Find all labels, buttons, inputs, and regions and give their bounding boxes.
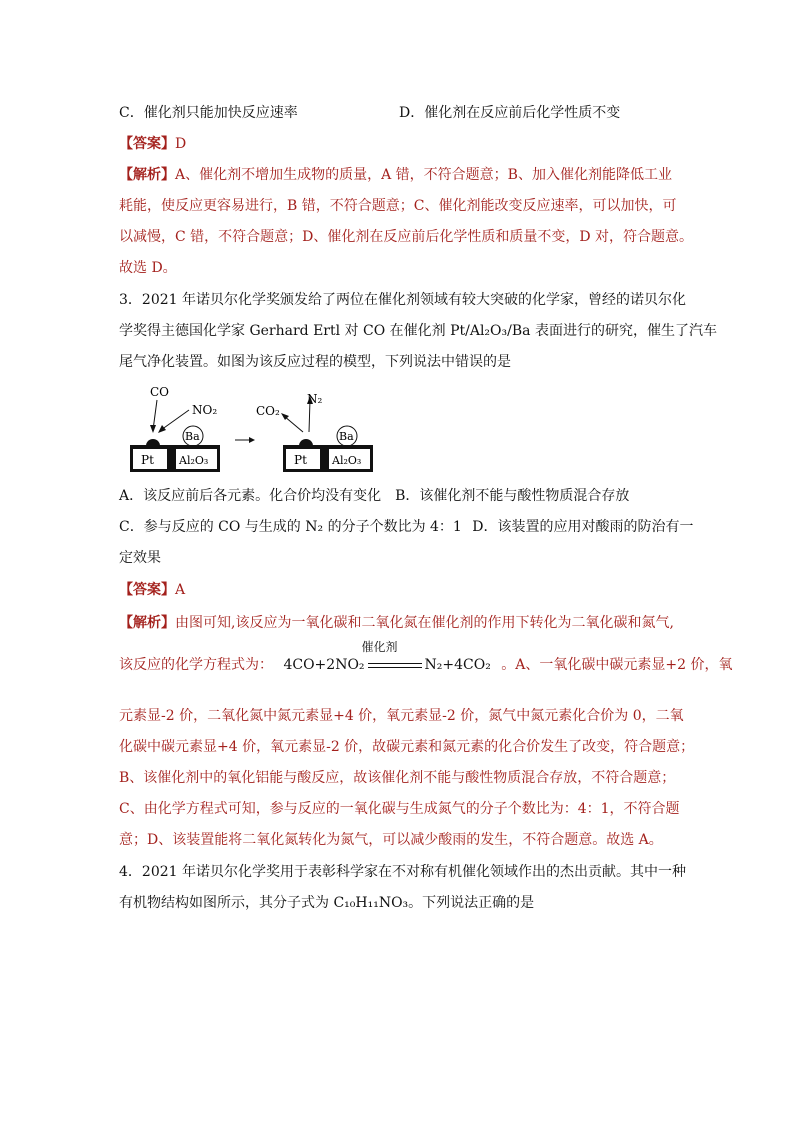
q3-option-d-cont: 定效果 xyxy=(119,550,161,566)
label-pt-right: Pt xyxy=(294,453,307,467)
q3-option-c: C．参与反应的 CO 与生成的 N₂ 的分子个数比为 4：1 xyxy=(119,519,462,535)
q3-analysis-label: 【解析】 xyxy=(119,615,175,631)
eq-products: N₂+4CO₂ xyxy=(424,657,491,673)
q4-stem-line-2: 有机物结构如图所示，其分子式为 C₁₀H₁₁NO₃。下列说法正确的是 xyxy=(119,895,535,911)
eq-reactants: 4CO+2NO₂ xyxy=(283,657,365,673)
q2-option-c: C．催化剂只能加快反应速率 xyxy=(119,105,298,121)
q3-option-a: A．该反应前后各元素。化合价均没有变化 xyxy=(119,488,382,504)
eq-equals-line xyxy=(368,663,422,668)
q3-option-d: D．该装置的应用对酸雨的防治有一 xyxy=(472,519,694,535)
q3-analysis-line-5: B、该催化剂中的氧化铝能与酸反应，故该催化剂不能与酸性物质混合存放，不符合题意； xyxy=(119,770,676,786)
catalyst-site-left xyxy=(146,439,160,446)
q3-analysis-line-7: 意；D、该装置能将二氧化氮转化为氮气，可以减少酸雨的发生，不符合题意。故选 A。 xyxy=(119,832,663,848)
label-al2o3-left: Al₂O₃ xyxy=(179,454,209,467)
q3-answer-value: A xyxy=(175,582,186,598)
label-n2: N₂ xyxy=(307,392,323,406)
catalyst-site-right xyxy=(299,439,313,446)
q2-answer-value: D xyxy=(175,136,187,152)
q3-option-b: B．该催化剂不能与酸性物质混合存放 xyxy=(395,488,630,504)
label-co: CO xyxy=(150,385,170,399)
q2-option-d: D．催化剂在反应前后化学性质不变 xyxy=(399,105,621,121)
arrow-no2-head xyxy=(158,425,166,433)
q3-options-ab xyxy=(119,486,629,506)
q3-analysis-first: 由图可知,该反应为一氧化碳和二氧化氮在催化剂的作用下转化为二氧化碳和氮气, xyxy=(175,615,674,631)
q2-analysis-label: 【解析】 xyxy=(119,167,175,183)
reaction-model-diagram xyxy=(119,378,389,482)
model-after xyxy=(256,392,373,472)
label-co2: CO₂ xyxy=(256,404,280,418)
q3-eq-suffix: 。A、一氧化碳中碳元素显+2 价，氧 xyxy=(501,657,733,673)
q2-answer-label: 【答案】 xyxy=(119,136,175,152)
q2-analysis-line-3: 以减慢，C 错，不符合题意；D、催化剂在反应前后化学性质和质量不变，D 对，符合题意。 xyxy=(119,229,694,245)
q3-answer xyxy=(119,580,185,600)
q3-stem-line-2: 学奖得主德国化学家 Gerhard Ertl 对 CO 在催化剂 Pt/Al₂O₃/Ba 表面进行的研究，催生了汽车 xyxy=(119,323,717,339)
process-arrow-head xyxy=(249,437,255,443)
reaction-model-svg xyxy=(119,378,389,478)
label-ba-left: Ba xyxy=(185,430,200,443)
eq-condition: 催化剂 xyxy=(361,640,398,654)
label-pt-left: Pt xyxy=(141,453,154,467)
q2-analysis-line-2: 耗能，使反应更容易进行，B 错，不符合题意；C、催化剂能改变反应速率，可以加快，可 xyxy=(119,198,677,214)
q3-equation-line xyxy=(119,640,733,675)
label-al2o3-right: Al₂O₃ xyxy=(332,454,362,467)
arrow-co2 xyxy=(284,416,303,432)
q4-stem-line-1: 4．2021 年诺贝尔化学奖用于表彰科学家在不对称有机催化领域作出的杰出贡献。其中一种 xyxy=(119,864,686,880)
arrow-no2 xyxy=(161,410,189,430)
label-ba-right: Ba xyxy=(339,430,354,443)
label-no2: NO₂ xyxy=(192,403,218,417)
q2-analysis-text: A、催化剂不增加生成物的质量，A 错，不符合题意；B、加入催化剂能降低工业 xyxy=(175,167,672,183)
q3-analysis-line-6: C、由化学方程式可知，参与反应的一氧化碳与生成氮气的分子个数比为：4：1，不符合题 xyxy=(119,801,680,817)
q3-stem-line-3: 尾气净化装置。如图为该反应过程的模型，下列说法中错误的是 xyxy=(119,354,511,370)
q3-options-cd xyxy=(119,517,694,537)
q3-analysis-line-4: 化碳中碳元素显+4 价，氧元素显-2 价，故碳元素和氮元素的化合价发生了改变，符合题意； xyxy=(119,739,695,755)
q3-analysis-line-1 xyxy=(119,613,674,633)
q3-eq-prefix: 该反应的化学方程式为： xyxy=(119,657,273,673)
q3-stem-line-1: 3．2021 年诺贝尔化学奖颁发给了两位在催化剂领域有较大突破的化学家，曾经的诺贝尔化 xyxy=(119,292,686,308)
model-before xyxy=(130,385,220,472)
q2-answer xyxy=(119,134,186,154)
chemical-equation xyxy=(283,640,491,675)
q2-analysis-line-1 xyxy=(119,165,672,185)
q2-analysis-line-4: 故选 D。 xyxy=(119,260,177,276)
q3-answer-label: 【答案】 xyxy=(119,582,175,598)
arrow-co-head xyxy=(150,425,156,433)
q3-analysis-line-3: 元素显-2 价，二氧化氮中氮元素显+4 价，氧元素显-2 价，氮气中氮元素化合价为 0，二氧 xyxy=(119,708,684,724)
